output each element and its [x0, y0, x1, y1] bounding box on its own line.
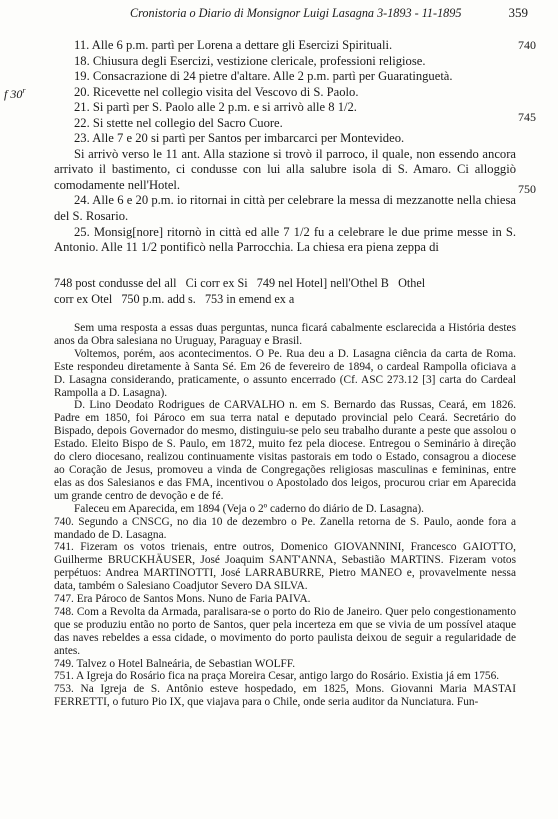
diary-text — [54, 38, 516, 256]
folio-marker: f 30$^r$ — [4, 86, 26, 101]
footnote-751: 751. A Igreja do Rosário fica na praça Moreira Cesar, antigo largo do Rosário. Existia já em 1756. — [54, 670, 500, 683]
diary-paragraph: Si arrivò verso le 11 ant. Alla stazione si trovò il parroco, il quale, non essendo ancora arrivato il bastimento, ci condusse con lui alla salubre isola di S. Amaro. Ci alloggiò comodamente nell'Hotel. — [54, 146, 516, 192]
footnote-748: 748. Com a Revolta da Armada, paralisara-se o porto do Rio de Janeiro. Quer pelo congestionamento que se produziu então no porto de Santos, quer pela incerteza em que se vivia de um possível ataque das naves rebeldes a essa cidade, o movimento do porto paulista deixou de seguir a regularidade de antes. — [54, 605, 516, 657]
footnote-740: 740. Segundo a CNSCG, no dia 10 de dezembro o Pe. Zanella retorna de S. Paulo, aonde fora a mandado de D. Lasagna. — [54, 515, 516, 541]
diary-entry-11: 11. Alle 6 p.m. partì per Lorena a dettare gli Esercizi Spirituali. — [74, 38, 393, 52]
footnote-749: 749. Talvez o Hotel Balneária, de Sebastian WOLFF. — [54, 657, 296, 670]
footnotes — [54, 322, 516, 709]
note-paragraph: Sem uma resposta a essas duas perguntas, nunca ficará cabalmente esclarecida a História destes anos da Obra salesiana no Uruguay, Paraguay e Brasil. — [54, 322, 516, 347]
line-number-740: 740 — [518, 38, 536, 52]
note-paragraph: Faleceu em Aparecida, em 1894 (Veja o 2º caderno do diário de D. Lasagna). — [74, 502, 424, 515]
diary-entry-24: 24. Alle 6 e 20 p.m. io ritornai in città per celebrare la messa di mezzanotte nella chiesa del S. Rosario. — [54, 193, 516, 224]
diary-entry-19: 19. Consacrazione di 24 pietre d'altare. Alle 2 p.m. partì per Guaratinguetà. — [74, 69, 453, 84]
running-header — [130, 6, 528, 21]
note-paragraph: Voltemos, porém, aos acontecimentos. O Pe. Rua deu a D. Lasagna ciência da carta de Roma. Este respondeu diretamente à Santa Sé. Em 26 de fevereiro de 1894, o cardeal Rampolla oficiava a D. Lasagna considerando, praticamente, o assunto encerrado (Cf. ASC 273.12 [3] carta do Cardeal Rampolla a D. Lasagna). — [54, 347, 516, 399]
diary-entry-18: 18. Chiusura degli Esercizi, vestizione clericale, professioni religiose. — [74, 53, 426, 68]
diary-entry-21: 21. Si partì per S. Paolo alle 2 p.m. e si arrivò alle 8 1/2. — [74, 100, 357, 115]
diary-entry-20: 20. Ricevette nel collegio visita del Vescovo di S. Paolo. — [74, 84, 359, 99]
apparatus-line: 748 post condusse del all Ci corr ex Si 749 nel Hotel] nell'Othel B Othel — [54, 276, 426, 290]
diary-entry-22: 22. Si stette nel collegio del Sacro Cuore. — [74, 115, 283, 130]
critical-apparatus — [54, 275, 516, 307]
line-number-745: 745 — [518, 110, 536, 124]
page-number: 359 — [508, 5, 528, 20]
running-title: Cronistoria o Diario di Monsignor Luigi Lasagna 3-1893 - 11-1895 — [130, 6, 462, 20]
footnote-753: 753. Na Igreja de S. Antônio esteve hospedado, em 1825, Mons. Giovanni Maria MASTAI FERRETTI, o futuro Pio IX, que viajava para o Chile, onde seria auditor da Nunciatura. Fun- — [54, 683, 516, 709]
line-number-750: 750 — [518, 182, 536, 196]
diary-entry-25: 25. Monsig[nore] ritornò in città ed alle 7 1/2 fu a celebrare le due prime messe in S. Antonio. Alle 11 1/2 pontificò nella Parrocchia. La chiesa era piena zeppa di — [54, 224, 516, 255]
footnote-747: 747. Era Pároco de Santos Mons. Nuno de Faria PAIVA. — [54, 593, 311, 606]
footnote-741: 741. Fizeram os votos trienais, entre outros, Domenico GIOVANNINI, Francesco GAIOTTO, Guilherme BRUCKHÄUSER, José Joaquim SANT'ANNA, Sebastião MARTINS. Fizeram votos perpétuos: Andrea MARTINOTTI, José LARRABURRE, Pietro MANEO e, provavelmente nessa data, também o Salesiano Coadjutor Severo DA SILVA. — [54, 541, 516, 593]
apparatus-line: corr ex Otel 750 p.m. add s. 753 in emend ex a — [54, 292, 295, 306]
diary-entry-23: 23. Alle 7 e 20 si partì per Santos per imbarcarci per Montevideo. — [74, 131, 405, 146]
note-paragraph: D. Lino Deodato Rodrigues de CARVALHO n. em S. Bernardo das Russas, Ceará, em 1826. Padre em 1850, foi Pároco em sua terra natal e deputado provincial pelo Ceará. Secretário do Bispado, depois Governador do mesmo, distinguiu-se pelo seu trabalho durante a peste que assolou o Estado. Eleito Bispo de S. Paulo, em 1872, muito fez pela diocese. Entregou o Seminário à direção do clero diocesano, realizou continuamente visitas pastorais em todo o Estado, consagrou a diocese ao Coração de Jesus, promoveu a vinda de Congregações religiosas masculinas e femininas, entre elas as dos Salesianos e das FMA, incentivou o Apostolado dos leigos, procurou criar em Aparecida um grande centro de devoção e de fé. — [54, 399, 516, 502]
